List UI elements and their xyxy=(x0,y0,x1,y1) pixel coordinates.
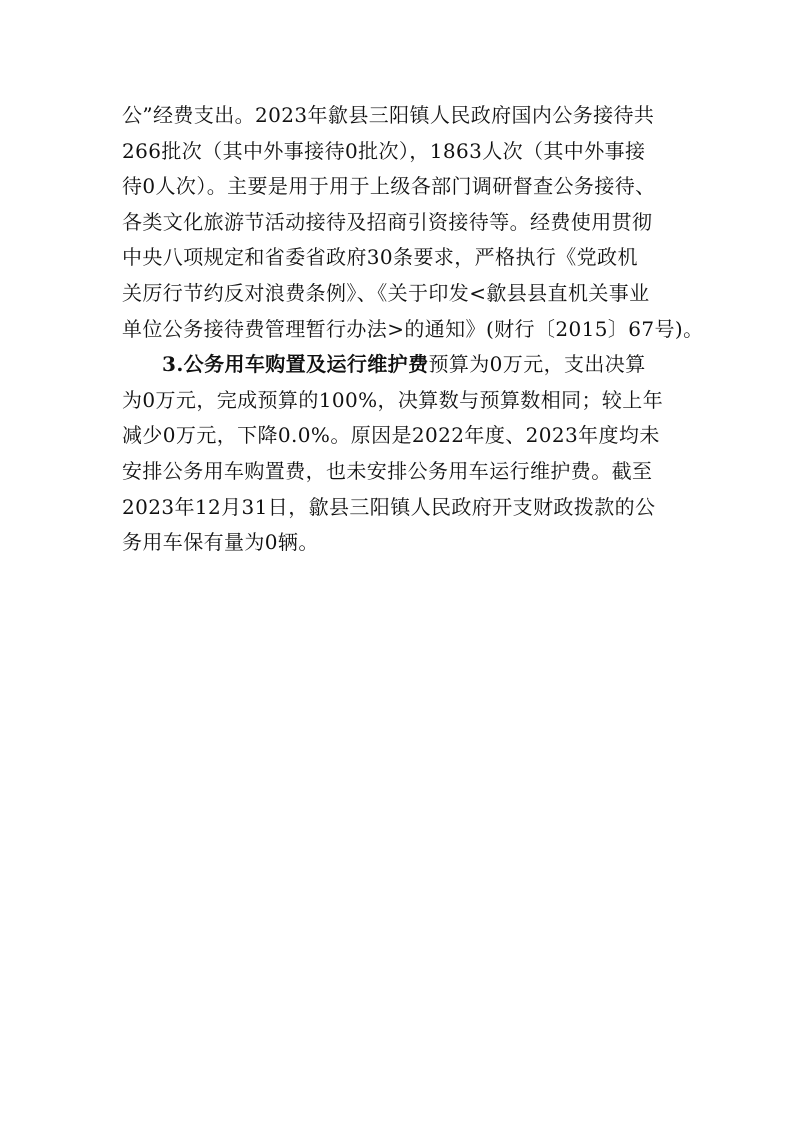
text-line: 为0万元，完成预算的100%，决算数与预算数相同；较上年 xyxy=(122,387,664,412)
text-line: 待0人次）。主要是用于用于上级各部门调研督查公务接待、 xyxy=(122,174,656,199)
paragraph-reception-expenses xyxy=(122,98,704,347)
text-line-first xyxy=(122,347,682,383)
text-line: 2023年12月31日，歙县三阳镇人民政府开支财政拨款的公 xyxy=(122,494,656,519)
text-line: 务用车保有量为0辆。 xyxy=(122,530,319,555)
text-line: 安排公务用车购置费，也未安排公务用车运行维护费。截至 xyxy=(122,458,653,483)
paragraph-vehicle-expenses xyxy=(122,347,682,561)
section-heading: 3.公务用车购置及运行维护费 xyxy=(162,352,429,377)
body-text xyxy=(122,98,704,561)
text-line: 公”经费支出。2023年歙县三阳镇人民政府国内公务接待共 xyxy=(122,103,655,127)
text-line: 各类文化旅游节活动接待及招商引资接待等。经费使用贯彻 xyxy=(122,209,653,234)
text-line: 减少0万元，下降0.0%。原因是2022年度、2023年度均未 xyxy=(122,423,660,448)
text-run: 预算为0万元，支出决算 xyxy=(428,352,646,377)
text-line: 关厉行节约反对浪费条例》、《关于印发<歙县县直机关事业 xyxy=(122,280,650,305)
text-line: 中央八项规定和省委省政府30条要求，严格执行《党政机 xyxy=(122,245,638,270)
text-line: 266批次（其中外事接待0批次），1863人次（其中外事接 xyxy=(122,138,646,163)
text-line: 单位公务接待费管理暂行办法>的通知》(财行〔2015〕67号)。 xyxy=(122,316,704,341)
